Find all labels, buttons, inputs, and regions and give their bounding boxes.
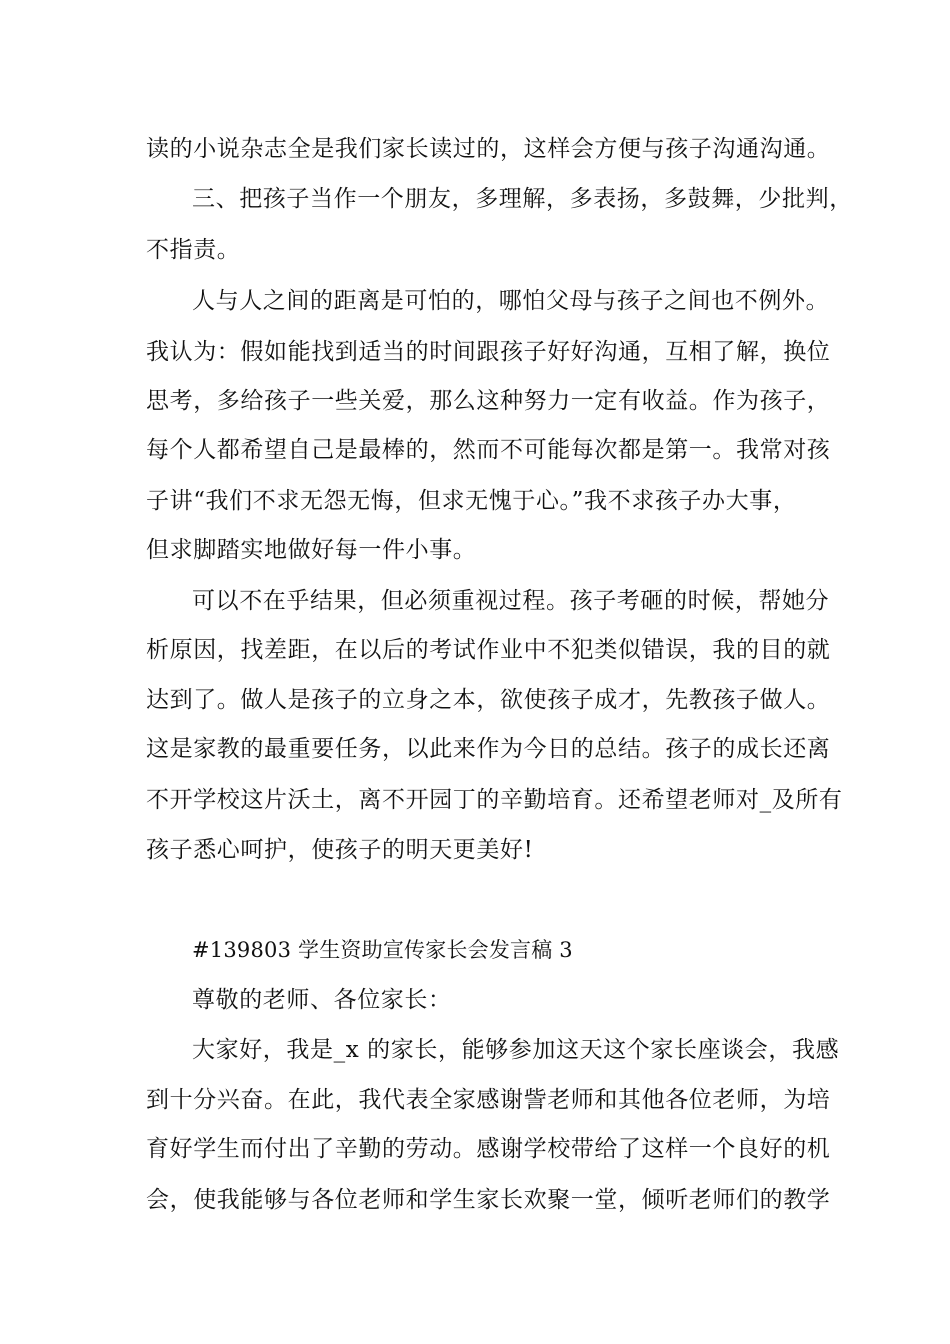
paragraph-line: 会，使我能够与各位老师和学生家长欢聚一堂，倾听老师们的教学 bbox=[146, 1187, 831, 1213]
paragraph-line: 每个人都希望自己是最棒的，然而不可能每次都是第一。我常对孩 bbox=[146, 437, 831, 463]
paragraph-line: 三、把孩子当作一个朋友，多理解，多表扬，多鼓舞，少批判， bbox=[192, 186, 853, 212]
paragraph-line: 大家好，我是_x 的家长，能够参加这天这个家长座谈会，我感 bbox=[192, 1037, 840, 1063]
paragraph-line: 但求脚踏实地做好每一件小事。 bbox=[146, 537, 477, 563]
paragraph-line: 析原因，找差距，在以后的考试作业中不犯类似错误，我的目的就 bbox=[146, 637, 831, 663]
paragraph-line: 可以不在乎结果，但必须重视过程。孩子考砸的时候，帮她分 bbox=[192, 588, 830, 614]
paragraph-line: 这是家教的最重要任务，以此来作为今日的总结。孩子的成长还离 bbox=[146, 736, 831, 762]
paragraph-line: 到十分兴奋。在此，我代表全家感谢訾老师和其他各位老师，为培 bbox=[146, 1087, 831, 1113]
paragraph-line: 不指责。 bbox=[146, 237, 241, 263]
paragraph-line: 孩子悉心呵护，使孩子的明天更美好! bbox=[146, 837, 534, 863]
paragraph-line: 不开学校这片沃土，离不开园丁的辛勤培育。还希望老师对_及所有 bbox=[146, 787, 843, 813]
paragraph-line: 育好学生而付出了辛勤的劳动。感谢学校带给了这样一个良好的机 bbox=[146, 1136, 831, 1162]
paragraph-line: 我认为：假如能找到适当的时间跟孩子好好沟通，互相了解，换位 bbox=[146, 339, 831, 365]
paragraph-line: 达到了。做人是孩子的立身之本，欲使孩子成才，先教孩子做人。 bbox=[146, 687, 831, 713]
salutation: 尊敬的老师、各位家长： bbox=[192, 987, 452, 1013]
paragraph-line: 思考，多给孩子一些关爱，那么这种努力一定有收益。作为孩子， bbox=[146, 388, 831, 414]
section-heading: #139803 学生资助宣传家长会发言稿 3 bbox=[192, 938, 573, 962]
paragraph-line: 子讲“我们不求无怨无悔，但求无愧于心。”我不求孩子办大事， bbox=[146, 488, 797, 514]
paragraph-line: 读的小说杂志全是我们家长读过的，这样会方便与孩子沟通沟通。 bbox=[146, 136, 831, 162]
paragraph-line: 人与人之间的距离是可怕的，哪怕父母与孩子之间也不例外。 bbox=[192, 288, 830, 314]
